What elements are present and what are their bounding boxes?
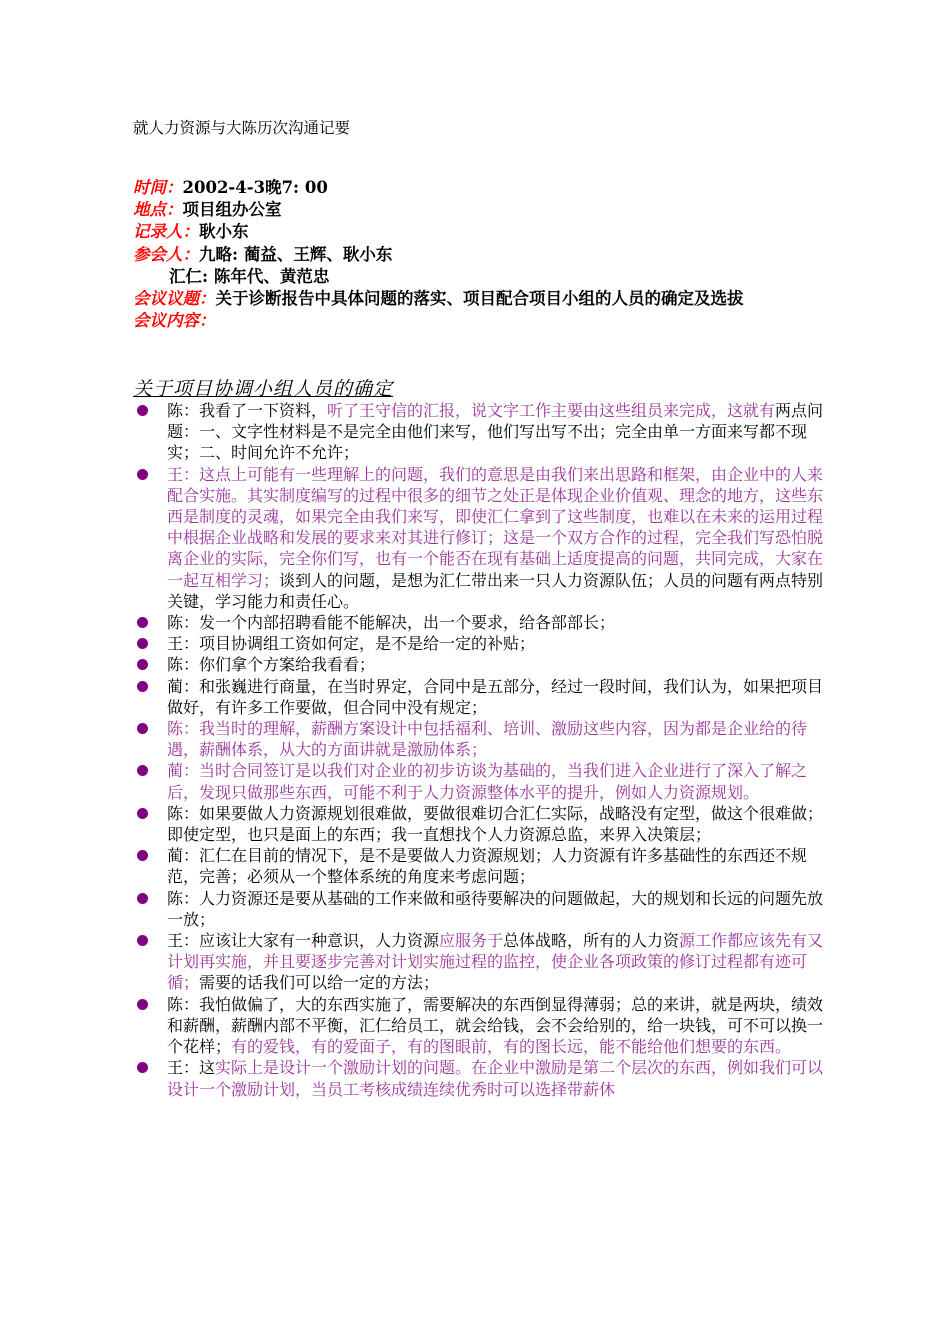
discussion-text: 有的爱钱，有的爱面子，有的图眼前，有的图长远，能不能给他们想要的东西。 [231, 1037, 792, 1057]
discussion-item [133, 760, 833, 802]
bullet-icon [137, 765, 148, 776]
discussion-item [133, 612, 833, 633]
discussion-text: 蔺：汇仁在目前的情况下，是不是要做人力资源规划；人力资源有许多基础性的东西还不规范，完善；必须从一个整体系统的角度来考虑问题； [167, 846, 808, 887]
topic-row [133, 288, 833, 310]
time-value: 2002-4-3晚7: 00 [182, 178, 328, 197]
attendees-label: 参会人： [133, 244, 199, 264]
discussion-text: 王：项目协调组工资如何定，是不是给一定的补贴； [167, 634, 536, 654]
discussion-text: 源工作都应该先有又计划再实施，并且要逐步完善对计划实施过程的监控，使企业各项政策的修订过程都有迹可循； [167, 931, 824, 993]
bullet-icon [137, 999, 148, 1010]
document-title: 就人力资源与大陈历次沟通记要 [133, 119, 351, 137]
topic-value: 关于诊断报告中具体问题的落实、项目配合项目小组的人员的确定及选拔 [215, 289, 744, 309]
discussion-item [133, 994, 833, 1058]
discussion-text: 陈：我看了一下资料， [167, 401, 328, 420]
content-row [133, 310, 833, 332]
bullet-icon [137, 893, 148, 904]
place-value: 项目组办公室 [182, 200, 282, 220]
content-label: 会议内容： [133, 311, 216, 331]
bullet-icon [137, 469, 148, 480]
discussion-text: 陈：你们拿个方案给我看看； [167, 655, 376, 675]
bullet-icon [137, 638, 148, 649]
place-label: 地点： [133, 200, 183, 220]
bullet-icon [137, 850, 148, 861]
discussion-text: 谈到人的问题，是想为汇仁带出来一只人力资源队伍；人员的问题有两点特别关键，学习能力和责任心。 [167, 570, 824, 611]
discussion-item [133, 676, 833, 718]
time-label: 时间： [133, 178, 183, 197]
discussion-text: 总体战略，所有的人力资 [503, 931, 680, 951]
recorder-row [133, 221, 833, 243]
discussion-item [133, 845, 833, 887]
place-row [133, 199, 833, 221]
discussion-item [133, 464, 833, 612]
discussion-text: 陈：发一个内部招聘看能不能解决，出一个要求，给各部部长； [167, 613, 616, 633]
bullet-icon [137, 723, 148, 734]
attendees-row [133, 244, 833, 266]
bullet-icon [137, 935, 148, 946]
discussion-text: 实际上是设计一个激励计划的问题。在企业中激励是第二个层次的东西，例如我们可以设计一个激励计划，当员工考核成绩连续优秀时可以选择带薪休 [167, 1058, 824, 1099]
discussion-text: 王：这点上可能有一些理解上的问题，我们的意思是由我们来出思路和框架，由企业中的人来配合实施。其实制度编写的过程中很多的细节之处正是体现企业价值观、理念的地方，这些东西是制度的灵魂，如果完全由我们来写，即使汇仁拿到了这些制度，也难以在未来的运用过程中根据企业战略和发展的要求来对其进行修订；这是一个双方合作的过程，完全我们写恐怕脱离企业的实际，完全你们写，也有一个能否在现有基础上适度提高的问题，共同完成，大家在一起互相学习； [167, 464, 824, 590]
recorder-value: 耿小东 [199, 222, 249, 242]
recorder-label: 记录人： [133, 222, 199, 242]
discussion-text: 陈：我当时的理解，薪酬方案设计中包括福利、培训、激励这些内容，因为都是企业给的待遇，薪酬体系，从大的方面讲就是激励体系； [167, 719, 808, 760]
bullet-icon [137, 405, 148, 416]
bullet-icon [137, 1062, 148, 1073]
discussion-item [133, 633, 833, 654]
bullet-icon [137, 659, 148, 670]
attendees-line1: 九略: 蔺益、王辉、耿小东 [199, 244, 393, 264]
topic-label: 会议议题： [133, 289, 216, 309]
time-row [133, 177, 833, 199]
discussion-text: 王：应该让大家有一种意识，人力资源 [167, 931, 440, 951]
discussion-text: 应服务于 [439, 931, 504, 951]
discussion-text: 两点问题：一、文字性材料是不是完全由他们来写，他们写出写不出；完全由单一方面来写都不现实；二、时间允许不允许； [167, 401, 824, 463]
discussion-item [133, 400, 833, 464]
bullet-icon [137, 681, 148, 692]
discussion-item [133, 930, 833, 994]
discussion-item [133, 803, 833, 845]
meeting-meta [133, 177, 833, 332]
discussion-text: 陈：我怕做偏了，大的东西实施了，需要解决的东西倒显得薄弱；总的来讲，就是两块，绩效和薪酬，薪酬内部不平衡，汇仁给员工，就会给钱，会不会给别的，给一块钱，可不可以换一个花样； [167, 994, 824, 1057]
bullet-icon [137, 808, 148, 819]
discussion-item [133, 888, 833, 930]
discussion-text: 王：这 [167, 1058, 216, 1078]
bullet-icon [137, 617, 148, 628]
discussion-text: 陈：人力资源还是要从基础的工作来做和亟待要解决的问题做起，大的规划和长远的问题先放一放； [167, 888, 824, 929]
discussion-text: 蔺：当时合同签订是以我们对企业的初步访谈为基础的，当我们进入企业进行了深入了解之后，发现只做那些东西，可能不利于人力资源整体水平的提升，例如人力资源规划。 [167, 761, 808, 802]
discussion-text: 需要的话我们可以给一定的方法； [199, 973, 440, 993]
discussion-text: 听了王守信的汇报，说文字工作主要由这些组员来完成，这就有 [327, 401, 776, 420]
discussion-text: 蔺：和张巍进行商量，在当时界定，合同中是五部分，经过一段时间，我们认为，如果把项目做好，有许多工作要做，但合同中没有规定； [167, 676, 824, 717]
discussion-item [133, 1057, 833, 1099]
discussion-list [133, 400, 833, 1100]
attendees-line2: 汇仁: 陈年代、黄范忠 [169, 266, 330, 286]
section-heading: 关于项目协调小组人员的确定 [133, 378, 394, 400]
discussion-text: 陈：如果要做人力资源规划很难做，要做很难切合汇仁实际，战略没有定型，做这个很难做；即使定型，也只是面上的东西；我一直想找个人力资源总监，来界入决策层； [167, 803, 824, 845]
discussion-item [133, 654, 833, 675]
discussion-item [133, 718, 833, 760]
